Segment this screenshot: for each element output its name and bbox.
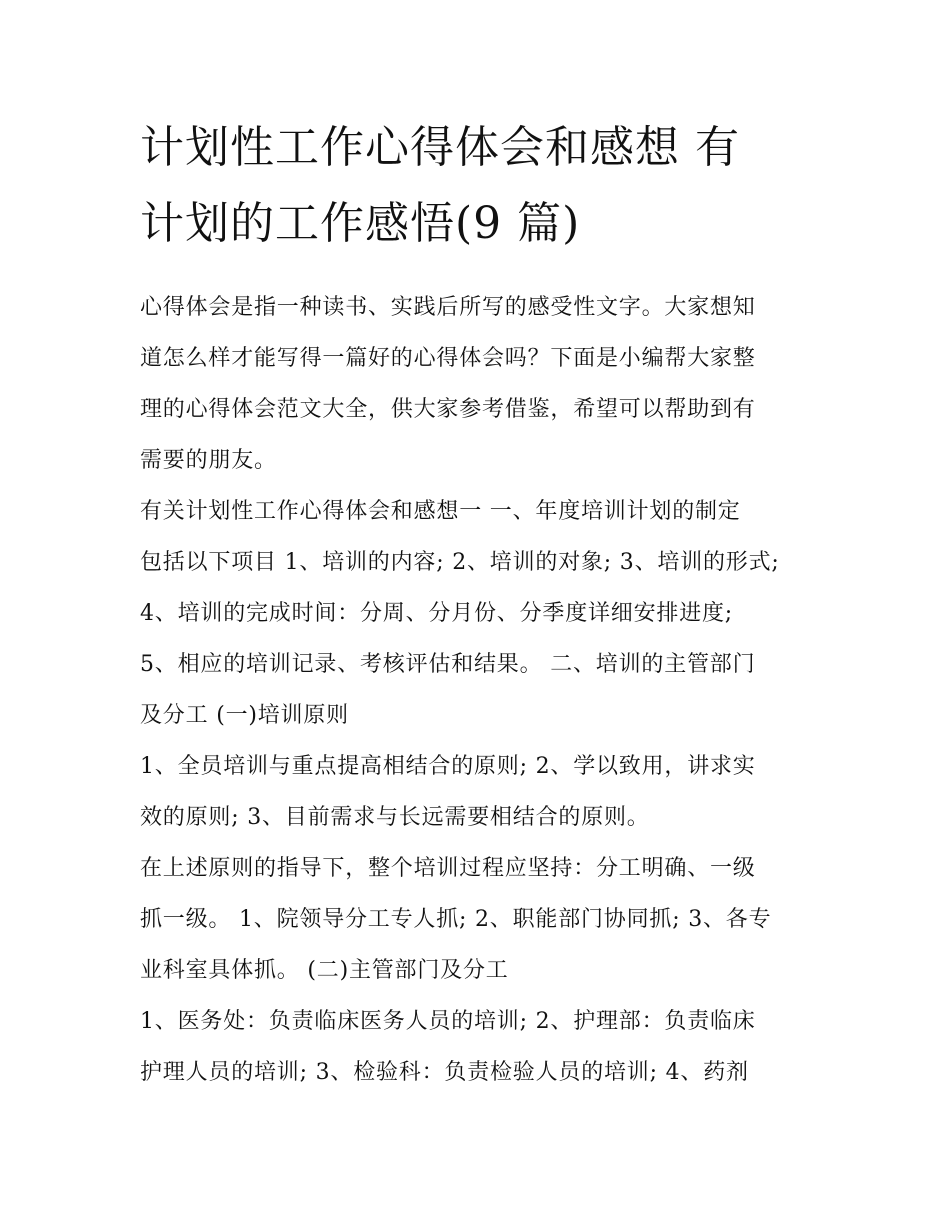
text-line: 需要的朋友。 xyxy=(140,448,277,473)
text-line: 效的原则; 3、目前需求与长远需要相结合的原则。 xyxy=(140,805,650,830)
text-line: 业科室具体抓。 (二)主管部门及分工 xyxy=(140,958,509,983)
text-line: 包括以下项目 1、培训的内容; 2、培训的对象; 3、培训的形式; xyxy=(140,550,780,575)
text-line: 1、医务处：负责临床医务人员的培训; 2、护理部：负责临床 xyxy=(140,1009,756,1034)
document-body xyxy=(140,282,812,1098)
text-line: 护理人员的培训; 3、检验科：负责检验人员的培训; 4、药剂 xyxy=(140,1060,749,1085)
text-line: 1、全员培训与重点提高相结合的原则; 2、学以致用，讲求实 xyxy=(140,754,756,779)
document-title xyxy=(140,110,812,262)
text-line: 有关计划性工作心得体会和感想一 一、年度培训计划的制定 xyxy=(140,499,741,524)
document-content xyxy=(140,110,812,1098)
text-line: 5、相应的培训记录、考核评估和结果。 二、培训的主管部门 xyxy=(140,652,756,677)
text-line: 心得体会是指一种读书、实践后所写的感受性文字。大家想知 xyxy=(140,295,756,320)
text-line: 在上述原则的指导下，整个培训过程应坚持：分工明确、一级 xyxy=(140,856,756,881)
text-line: 4、培训的完成时间：分周、分月份、分季度详细安排进度; xyxy=(140,601,734,626)
text-line: 及分工 (一)培训原则 xyxy=(140,703,349,728)
text-line: 理的心得体会范文大全，供大家参考借鉴，希望可以帮助到有 xyxy=(140,397,756,422)
title-line: 计划的工作感悟(9 篇) xyxy=(140,198,581,249)
paragraph-departments xyxy=(140,996,812,1098)
title-line: 计划性工作心得体会和感想 有 xyxy=(140,122,740,173)
paragraph-training-plan xyxy=(140,486,812,741)
text-line: 道怎么样才能写得一篇好的心得体会吗？下面是小编帮大家整 xyxy=(140,346,756,371)
paragraph-principles xyxy=(140,741,812,843)
paragraph-guidance xyxy=(140,843,812,996)
paragraph-intro xyxy=(140,282,812,486)
text-line: 抓一级。 1、院领导分工专人抓; 2、职能部门协同抓; 3、各专 xyxy=(140,907,772,932)
